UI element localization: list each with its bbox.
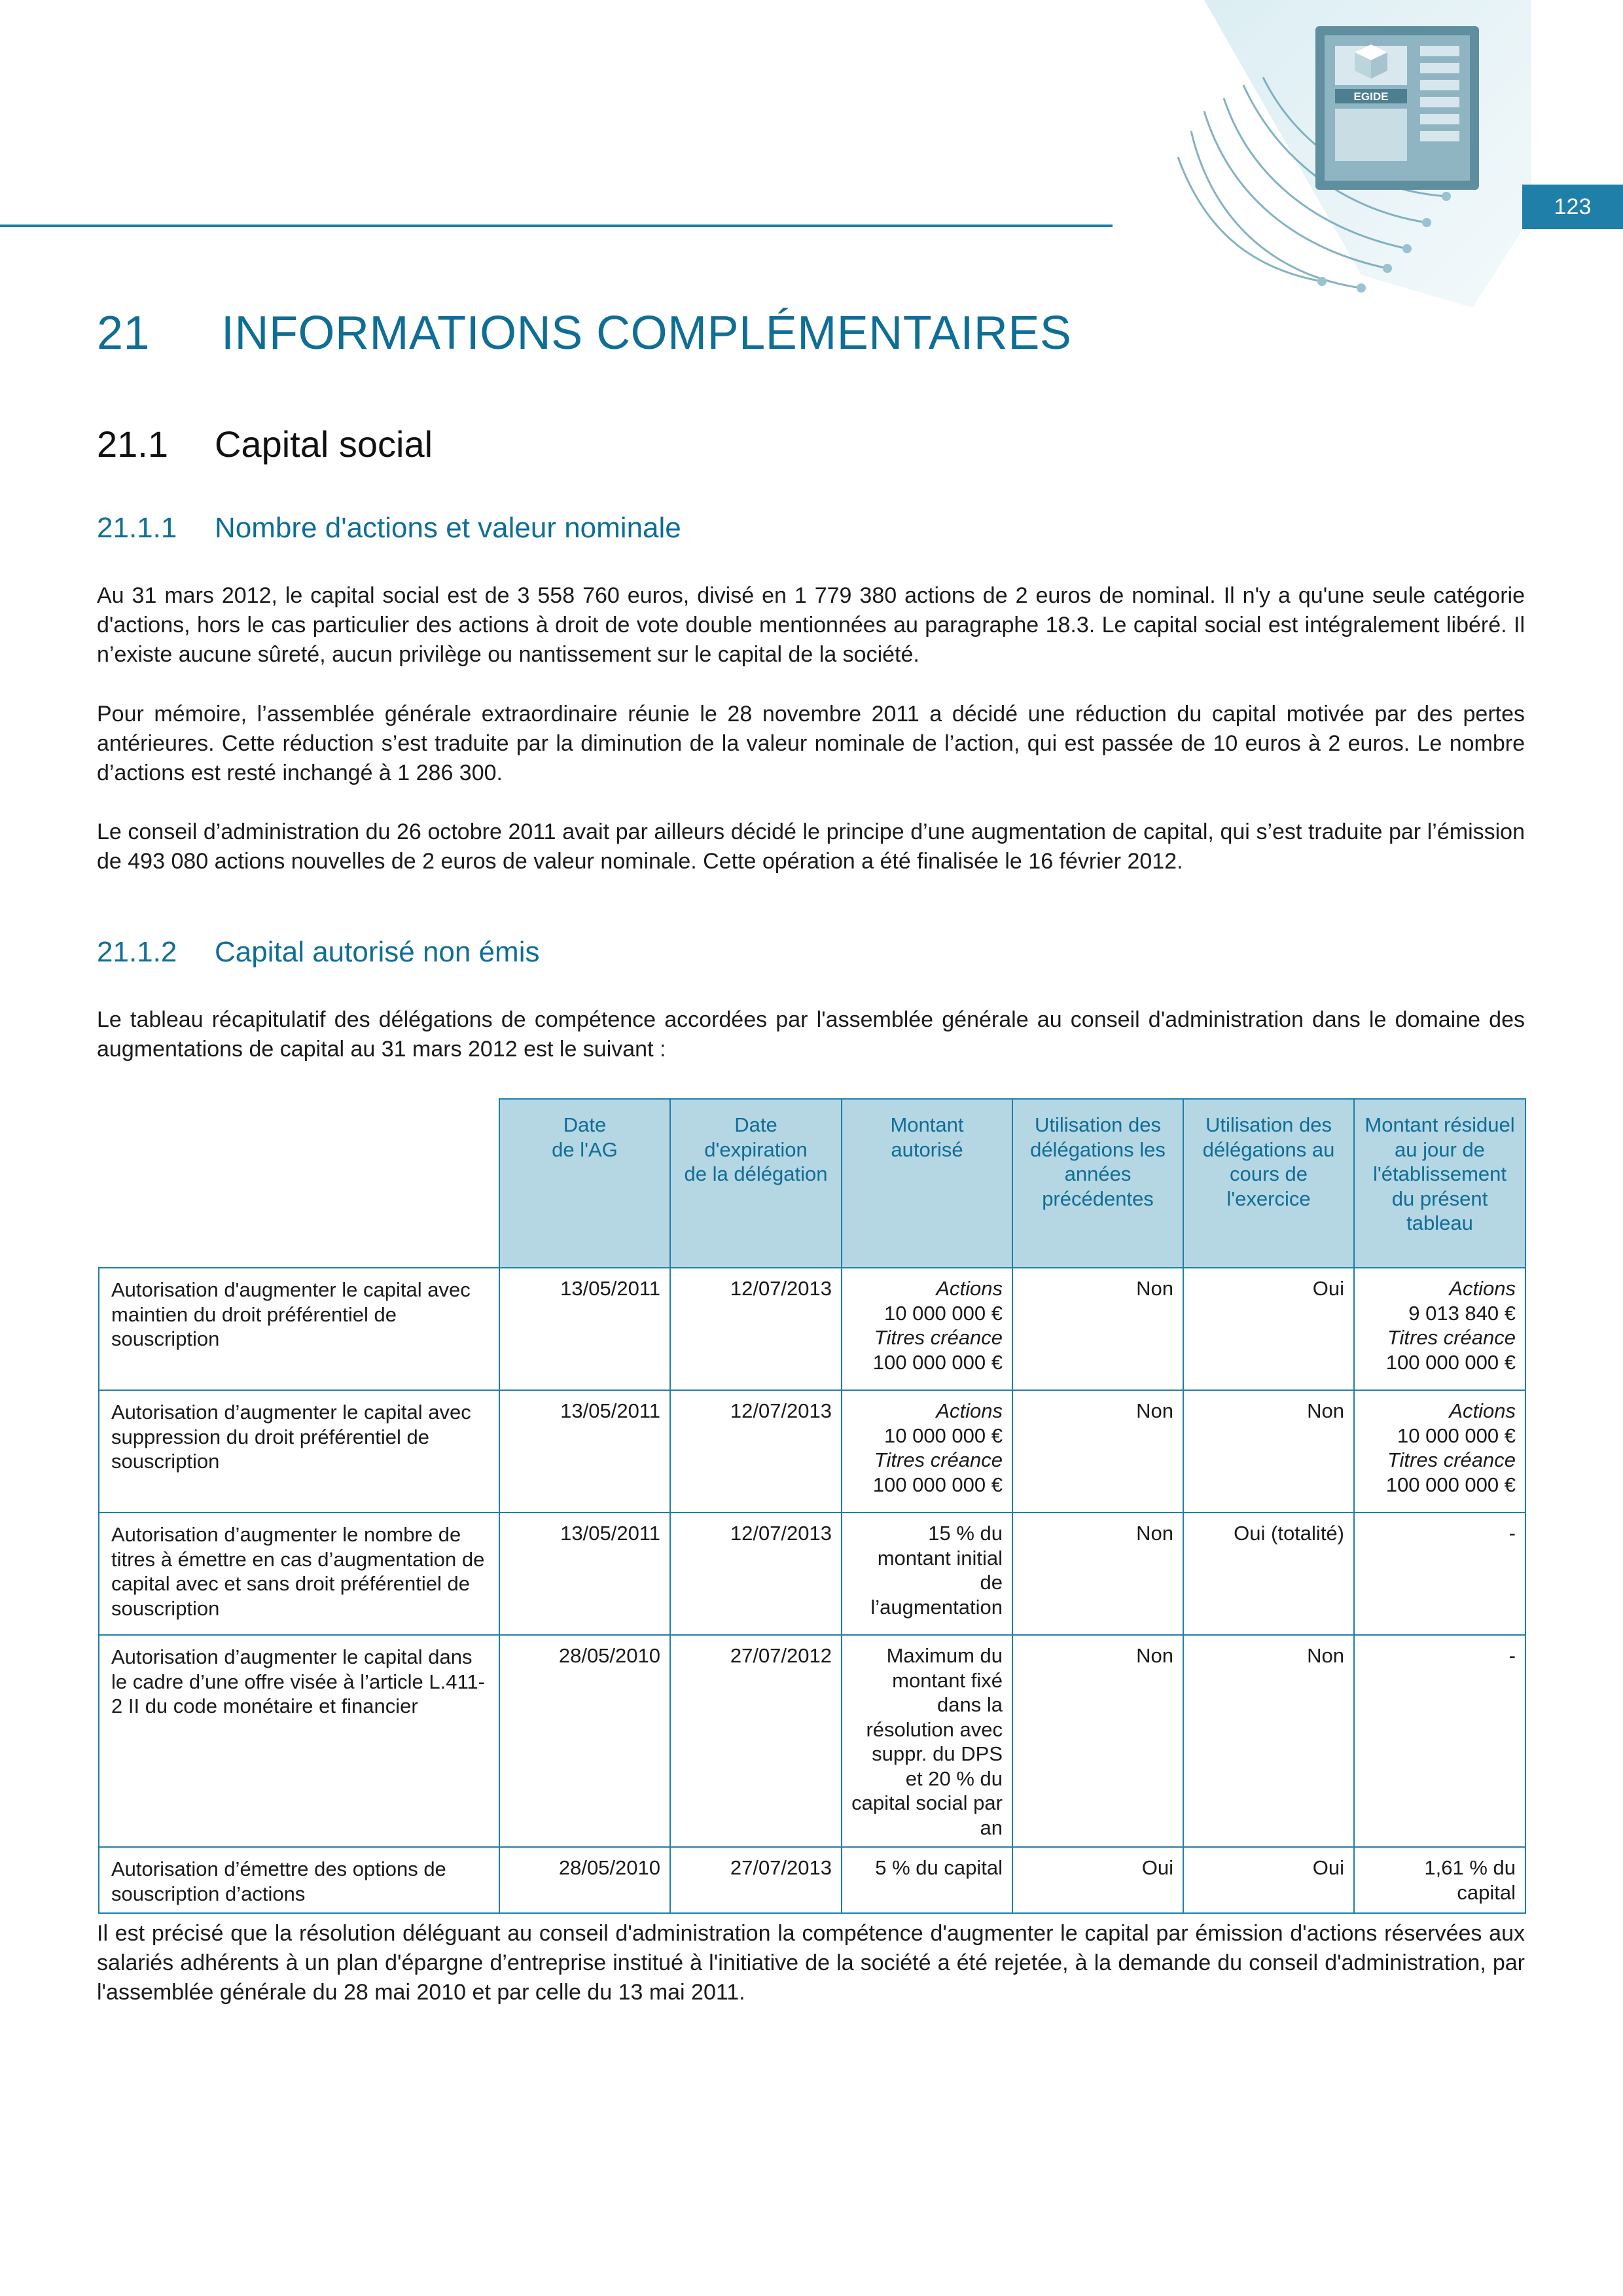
cell-date-exp: 12/07/2013 <box>670 1513 842 1635</box>
cell-date-ag: 13/05/2011 <box>499 1390 670 1513</box>
cell-date-exp: 27/07/2012 <box>670 1635 842 1847</box>
cell-residuel: - <box>1354 1513 1525 1635</box>
header-date-expiration: Date d'expiration de la délégation <box>670 1099 842 1268</box>
cell-date-ag: 28/05/2010 <box>499 1847 670 1913</box>
cell-residuel: Actions 10 000 000 € Titres créance 100 000 000 € <box>1354 1390 1525 1513</box>
cell-montant: 15 % du montant initial de l’augmentation <box>842 1513 1012 1635</box>
sub1-number: 21.1.1 <box>97 512 177 544</box>
cell-current: Oui <box>1183 1847 1354 1913</box>
table-row <box>99 1268 1525 1390</box>
row-label: Autorisation d'augmenter le capital avec maintien du droit préférentiel de souscription <box>99 1268 499 1390</box>
row-label: Autorisation d’augmenter le capital dans le cadre d’une offre visée à l’article L.411-2 II du code monétaire et financier <box>99 1635 499 1847</box>
cell-residuel: 1,61 % du capital <box>1354 1847 1525 1913</box>
paragraph-table-intro: Le tableau récapitulatif des délégations de compétence accordées par l'assemblée générale au conseil d'administration dans le domaine des augmentations de capital au 31 mars 2012 est le suivant : <box>97 1007 1525 1062</box>
company-logo-graphic <box>1165 0 1531 327</box>
cell-date-exp: 27/07/2013 <box>670 1847 842 1913</box>
paragraph-capital: Au 31 mars 2012, le capital social est de 3 558 760 euros, divisé en 1 779 380 actions de 2 euros de nominal. Il n'y a qu'une seule catégorie d'actions, hors le cas particulier des actions à droit de vote double mentionnées au paragraphe 18.3. Le capital social est intégralement libéré. Il n’existe aucune sûreté, aucun privilège ou nantissement sur le capital de la société. <box>97 583 1525 667</box>
cell-montant: Actions 10 000 000 € Titres créance 100 000 000 € <box>842 1390 1012 1513</box>
cell-date-exp: 12/07/2013 <box>670 1390 842 1513</box>
subsection-heading <box>97 423 433 465</box>
svg-text:EGIDE: EGIDE <box>1353 90 1389 103</box>
sub2-heading <box>97 936 539 969</box>
cell-residuel: - <box>1354 1635 1525 1847</box>
cell-prev: Non <box>1012 1513 1183 1635</box>
header-utilisation-exercice: Utilisation des délégations au cours de l'exercice <box>1183 1099 1354 1268</box>
header-utilisation-precedentes: Utilisation des délégations les années précédentes <box>1012 1099 1183 1268</box>
subsection-title: Capital social <box>215 423 433 465</box>
cell-date-ag: 28/05/2010 <box>499 1635 670 1847</box>
row-label: Autorisation d’augmenter le nombre de titres à émettre en cas d’augmentation de capital avec et sans droit préférentiel de souscription <box>99 1513 499 1635</box>
paragraph-reduction: Pour mémoire, l’assemblée générale extraordinaire réunie le 28 novembre 2011 a décidé une réduction du capital motivée par des pertes antérieures. Cette réduction s’est traduite par la diminution de la valeur nominale de l’action, qui est passée de 10 euros à 2 euros. Le nombre d’actions est resté inchangé à 1 286 300. <box>97 702 1525 785</box>
header-montant-autorise: Montant autorisé <box>842 1099 1012 1268</box>
cell-date-ag: 13/05/2011 <box>499 1268 670 1390</box>
section-number: 21 <box>97 307 151 359</box>
cell-date-ag: 13/05/2011 <box>499 1513 670 1635</box>
header-date-ag: Date de l'AG <box>499 1099 670 1268</box>
cell-current: Oui (totalité) <box>1183 1513 1354 1635</box>
sub2-title: Capital autorisé non émis <box>215 936 540 968</box>
page-number: 123 <box>1522 185 1623 229</box>
cell-date-exp: 12/07/2013 <box>670 1268 842 1390</box>
cell-montant: 5 % du capital <box>842 1847 1012 1913</box>
section-heading <box>97 306 1071 360</box>
table-row <box>99 1513 1525 1635</box>
table-header-row <box>99 1099 1525 1268</box>
sub1-heading <box>97 512 681 545</box>
paragraph-augmentation: Le conseil d’administration du 26 octobre 2011 avait par ailleurs décidé le principe d’une augmentation de capital, qui s’est traduite par l’émission de 493 080 actions nouvelles de 2 euros de valeur nominale. Cette opération a été finalisée le 16 février 2012. <box>97 819 1525 874</box>
cell-prev: Non <box>1012 1390 1183 1513</box>
row-label: Autorisation d’augmenter le capital avec suppression du droit préférentiel de souscription <box>99 1390 499 1513</box>
table-corner <box>99 1099 499 1268</box>
subsection-number: 21.1 <box>97 423 168 465</box>
header-montant-residuel: Montant résiduel au jour de l'établissement du présent tableau <box>1354 1099 1525 1268</box>
table-row <box>99 1847 1525 1913</box>
cell-current: Oui <box>1183 1268 1354 1390</box>
cell-prev: Oui <box>1012 1847 1183 1913</box>
cell-current: Non <box>1183 1635 1354 1847</box>
paragraph-footnote: Il est précisé que la résolution déléguant au conseil d'administration la compétence d'augmenter le capital par émission d'actions réservées aux salariés adhérents à un plan d'épargne d’entreprise institué à l'initiative de la société a été rejetée, à la demande du conseil d'administration, par l'assemblée générale du 28 mai 2010 et par celle du 13 mai 2011. <box>97 1921 1525 2005</box>
cell-montant: Actions 10 000 000 € Titres créance 100 000 000 € <box>842 1268 1012 1390</box>
row-label: Autorisation d’émettre des options de souscription d’actions <box>99 1847 499 1913</box>
cell-prev: Non <box>1012 1635 1183 1847</box>
sub1-title: Nombre d'actions et valeur nominale <box>215 512 681 544</box>
cell-current: Non <box>1183 1390 1354 1513</box>
sub2-number: 21.1.2 <box>97 936 177 968</box>
header-rule <box>0 224 1113 227</box>
table-row <box>99 1635 1525 1847</box>
cell-montant: Maximum du montant fixé dans la résolution avec suppr. du DPS et 20 % du capital social par an <box>842 1635 1012 1847</box>
table-row <box>99 1390 1525 1513</box>
cell-residuel: Actions 9 013 840 € Titres créance 100 000 000 € <box>1354 1268 1525 1390</box>
cell-prev: Non <box>1012 1268 1183 1390</box>
delegations-table <box>98 1098 1526 1914</box>
section-title: INFORMATIONS COMPLÉMENTAIRES <box>221 307 1072 359</box>
